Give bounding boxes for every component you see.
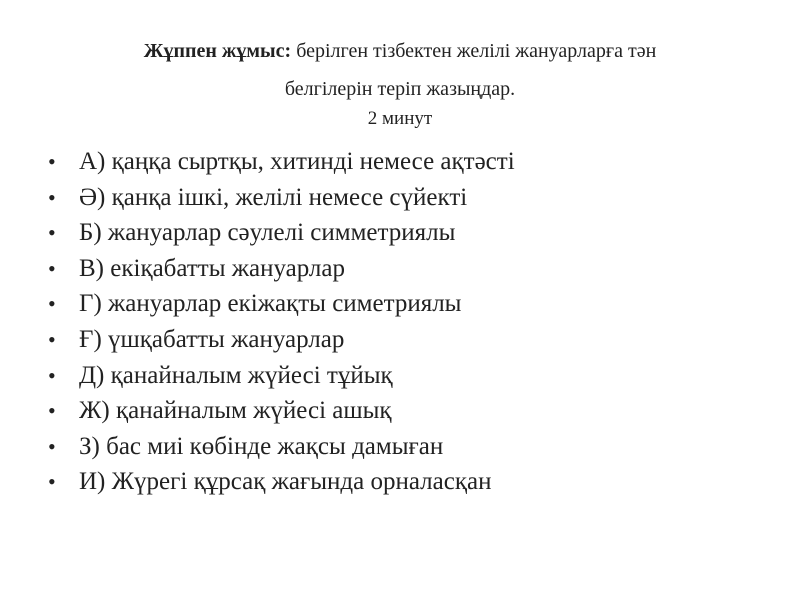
list-item-text: З) бас миі көбінде жақсы дамыған bbox=[79, 432, 444, 460]
bullet-list bbox=[48, 144, 515, 500]
list-item bbox=[48, 322, 515, 358]
list-item-text: Ж) қанайналым жүйесі ашық bbox=[79, 397, 392, 425]
bullet-icon: • bbox=[48, 362, 56, 388]
list-item bbox=[48, 393, 515, 429]
bullet-icon: • bbox=[48, 220, 56, 246]
title-bold: Жұппен жұмыс: bbox=[143, 40, 292, 62]
bullet-icon: • bbox=[48, 149, 56, 174]
list-item bbox=[48, 358, 515, 394]
list-item bbox=[48, 215, 515, 251]
list-item-text: Д) қанайналым жүйесі тұйық bbox=[79, 361, 393, 389]
list-item-text: Г) жануарлар екіжақты симетриялы bbox=[79, 290, 462, 318]
list-item bbox=[48, 180, 515, 216]
list-item-text: Ғ) үшқабатты жануарлар bbox=[79, 325, 345, 353]
list-item-text: В) екіқабатты жануарлар bbox=[79, 254, 346, 282]
title-line-1-rest: берілген тізбектен желілі жануарларға тән bbox=[291, 40, 657, 62]
list-item-text: Б) жануарлар сәулелі симметриялы bbox=[79, 219, 456, 247]
title-line-2: белгілерін теріп жазыңдар. bbox=[284, 78, 516, 100]
bullet-icon: • bbox=[48, 291, 56, 317]
list-item bbox=[48, 464, 515, 500]
list-item-text: Ә) қанқа ішкі, желілі немесе сүйекті bbox=[79, 183, 468, 211]
title-line-1 bbox=[40, 32, 760, 70]
bullet-icon: • bbox=[48, 433, 56, 459]
bullet-icon: • bbox=[48, 469, 56, 495]
time-limit: 2 минут bbox=[367, 108, 433, 129]
bullet-icon: • bbox=[48, 184, 56, 210]
list-item bbox=[48, 144, 515, 180]
list-item bbox=[48, 429, 515, 465]
list-item bbox=[48, 286, 515, 322]
bullet-icon: • bbox=[48, 326, 56, 352]
bullet-icon: • bbox=[48, 398, 56, 424]
list-item-text: А) қаңқа сыртқы, хитинді немесе ақтәсті bbox=[79, 148, 515, 175]
list-item bbox=[48, 251, 515, 287]
list-item-text: И) Жүрегі құрсақ жағында орналасқан bbox=[79, 468, 492, 496]
bullet-icon: • bbox=[48, 255, 56, 281]
slide-title bbox=[40, 32, 760, 108]
